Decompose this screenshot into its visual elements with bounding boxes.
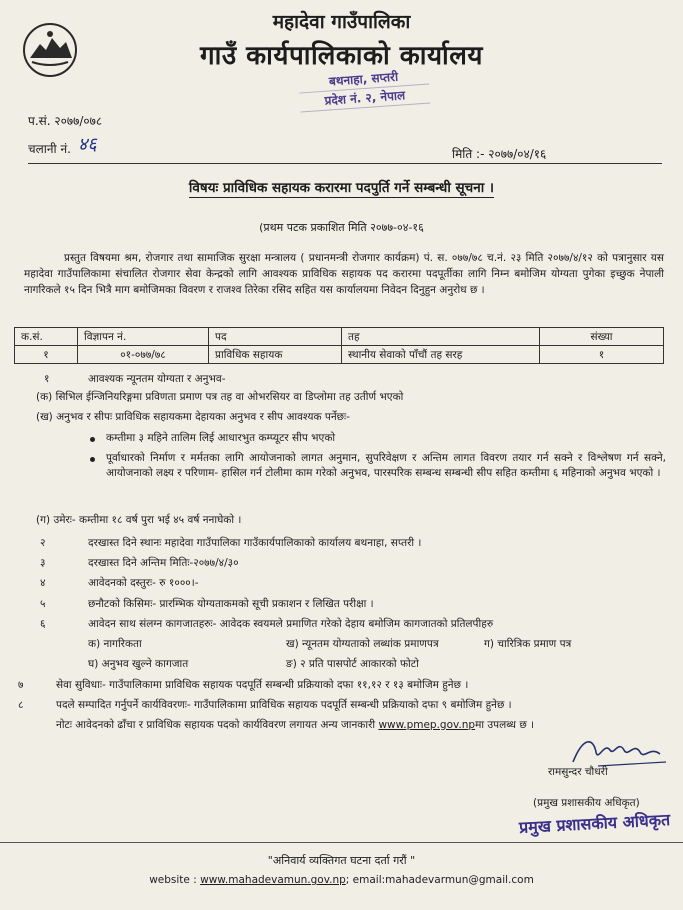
header-divider xyxy=(28,163,662,164)
notice-date: मिति :- २०७७/०४/१६ xyxy=(452,147,547,161)
website-label: website : xyxy=(149,874,197,886)
document-ka: क) नागरिकता xyxy=(88,638,142,650)
dispatch-label: चलानी नं. xyxy=(28,142,71,156)
footer-contact xyxy=(0,874,683,886)
qualification-kha: (ख) अनुभव र सीपः प्राविधिक सहायकमा देहायका अनुभव र सीप आवश्यक पर्नेछः- xyxy=(36,411,350,423)
document-gha: घ) अनुभव खुल्ने कागजात xyxy=(88,658,189,670)
bullet-icon xyxy=(90,437,95,442)
job-description: पदले सम्पादित गर्नुपर्ने कार्यविवरणः- गाउँपालिकामा प्राविधिक सहायक पदपूर्ति सम्बन्धी प्रक्रियाको दफा ९ बमोजिम हुनेछ । xyxy=(56,699,512,711)
header-level: तह xyxy=(342,328,540,346)
note-text: नोटः आवेदनको ढाँचा र प्राविधिक सहायक पदको कार्यविवरण लगायत अन्य जानकारी xyxy=(56,719,376,731)
dispatch-number: ४६ xyxy=(78,134,97,155)
stamp-line-1: बथनाहा, सप्तरी xyxy=(298,66,429,94)
skill-bullet-2: पूर्वाधारको निर्माण र मर्मतका लागि आयोजनाको लागत अनुमान, सुपरिवेक्षण र अन्तिम लागत विवरण तयार गर्न सक्ने र विश्लेषण गर्न सक्ने, आयोजनाको लक्ष्य र परिणाम- हासिल गर्न टोलीमा काम गरेको अनुभव, पारस्परिक सम्बन्ध सम्बन्धी सीप सहित कम्तीमा ६ महिनाको अनुभव भएको । xyxy=(106,452,666,479)
intro-paragraph: प्रस्तुत विषयमा श्रम, रोजगार तथा सामाजिक सुरक्षा मन्त्रालय ( प्रधानमन्त्री रोजगार कार्यक्रम) पं. स. ०७७/७८ च.नं. २३ मिति २०७७/४/१२ को पत्रानुसार यस महादेवा गाउँपालिकामा संचालित रोजगार सेवा केन्द्रको लागि आवश्यक प्राविधिक सहायक पद करारमा पदपूर्तीका लागि निम्न बमोजिम योग्यता पुगेका इच्छुक नेपाली नागरिकले १५ दिन भित्रै माग बमोजिमका विवरण र राजश्व तिरेका रसिद सहित यस कार्यालयमा निवेदन दिनुहुन अनुरोध छ । xyxy=(24,252,664,296)
required-documents: आवेदन साथ संलग्न कागजातहरुः- आवेदक स्वयमले प्रमाणित गरेको देहाय बमोजिम कागजातको प्रतिलपीहरु xyxy=(88,618,494,630)
website-link[interactable]: www.mahadevamun.gov.np xyxy=(200,874,346,886)
item-3-number: ३ xyxy=(40,557,46,569)
item-6-number: ६ xyxy=(40,618,46,630)
qualification-ka: (क) सिभिल ईन्जिनियरिङ्गमा प्रविणता प्रमाण पत्र तह वा ओभरसियर वा डिप्लोमा तह उतीर्ण भएको xyxy=(36,391,404,403)
header-sn: क.सं. xyxy=(15,328,78,346)
bullet-icon xyxy=(90,457,95,462)
service-facilities: सेवा सुविधाः- गाउँपालिकामा प्राविधिक सहायक पदपूर्ति सम्बन्धी प्रक्रियाको दफा ११,१२ र १३ बमोजिम हुनेछ । xyxy=(56,679,469,691)
subject-text: विषयः प्राविधिक सहायक करारमा पदपुर्ति गर्ने सम्बन्धी सूचना । xyxy=(188,180,495,196)
cell-advert-no: ०१-०७७/७८ xyxy=(78,346,209,364)
header-advert-no: विज्ञापन नं. xyxy=(78,328,209,346)
header-count: संख्या xyxy=(540,328,664,346)
header-post: पद xyxy=(209,328,342,346)
cell-sn: १ xyxy=(15,346,78,364)
table-row xyxy=(15,346,664,364)
email-link[interactable]: mahadevarmun@gmail.com xyxy=(385,874,534,886)
item-1-heading: आवश्यक न्यूनतम योग्यता र अनुभव- xyxy=(88,373,226,385)
cell-count: १ xyxy=(540,346,664,364)
stamp-line-2: प्रदेश नं. २, नेपाल xyxy=(299,84,430,112)
office-stamp xyxy=(298,66,432,135)
item-8-number: ८ xyxy=(18,699,24,711)
note-suffix: मा उपलब्ध छ । xyxy=(475,719,535,731)
document-ga: ग) चारित्रिक प्रमाण पत्र xyxy=(484,638,572,650)
footer-slogan: "अनिवार्य व्यक्तिगत घटना दर्ता गरौं " xyxy=(267,854,416,867)
table-header-row xyxy=(15,328,664,346)
application-place: दरखास्त दिने स्थानः महादेवा गाउँपालिका गाउँकार्यपालिकाको कार्यालय बथनाहा, सप्तरी । xyxy=(88,537,422,549)
document-kha: ख) न्यूनतम योग्यताको लब्धांक प्रमाणपत्र xyxy=(286,638,439,650)
notice-subject xyxy=(0,178,683,196)
publication-date: (प्रथम पटक प्रकाशित मिति २०७७-०४-१६ xyxy=(259,221,424,234)
signatory-stamp: प्रमुख प्रशासकीय अधिकृत xyxy=(518,810,671,837)
pmep-link[interactable]: www.pmep.gov.np xyxy=(378,719,476,731)
municipality-name: महादेवा गाउँपालिका xyxy=(272,11,411,33)
vacancy-table xyxy=(14,327,664,364)
signatory-title: (प्रमुख प्रशासकीय अधिकृत) xyxy=(533,797,640,809)
item-5-number: ५ xyxy=(40,598,46,610)
document-nga: ङ) २ प्रति पासपोर्ट आकारको फोटो xyxy=(286,658,419,670)
footer-divider xyxy=(0,842,683,843)
cell-post: प्राविधिक सहायक xyxy=(209,346,342,364)
note-line xyxy=(56,718,534,733)
item-7-number: ७ xyxy=(18,679,24,691)
skill-bullet-1: कम्तीमा ३ महिने तालिम लिई आधारभुत कम्प्यूटर सीप भएको xyxy=(106,432,336,444)
cell-level: स्थानीय सेवाको पाँचौं तह सरह xyxy=(342,346,540,364)
qualification-ga: (ग) उमेरः- कम्तीमा १८ वर्ष पुरा भई ४५ वर्ष ननाघेको । xyxy=(36,514,242,526)
item-4-number: ४ xyxy=(40,577,46,589)
selection-method: छनौटको किसिमः- प्रारम्भिक योग्यताकमको सूची प्रकाशन र लिखित परीक्षा । xyxy=(88,598,374,610)
email-label: ; email: xyxy=(345,874,386,886)
item-1-number: १ xyxy=(44,373,50,385)
reference-number: प.सं. २०७७/०७८ xyxy=(28,114,103,128)
application-fee: आवेदनको दस्तुरः- रु १०००।- xyxy=(88,577,199,589)
office-name: गाउँ कार्यपालिकाको कार्यालय xyxy=(200,41,483,71)
application-deadline: दरखास्त दिने अन्तिम मितिः-२०७७/४/३० xyxy=(88,557,239,569)
signatory-name: रामसुन्दर चौधरी xyxy=(548,766,608,778)
item-2-number: २ xyxy=(40,537,46,549)
